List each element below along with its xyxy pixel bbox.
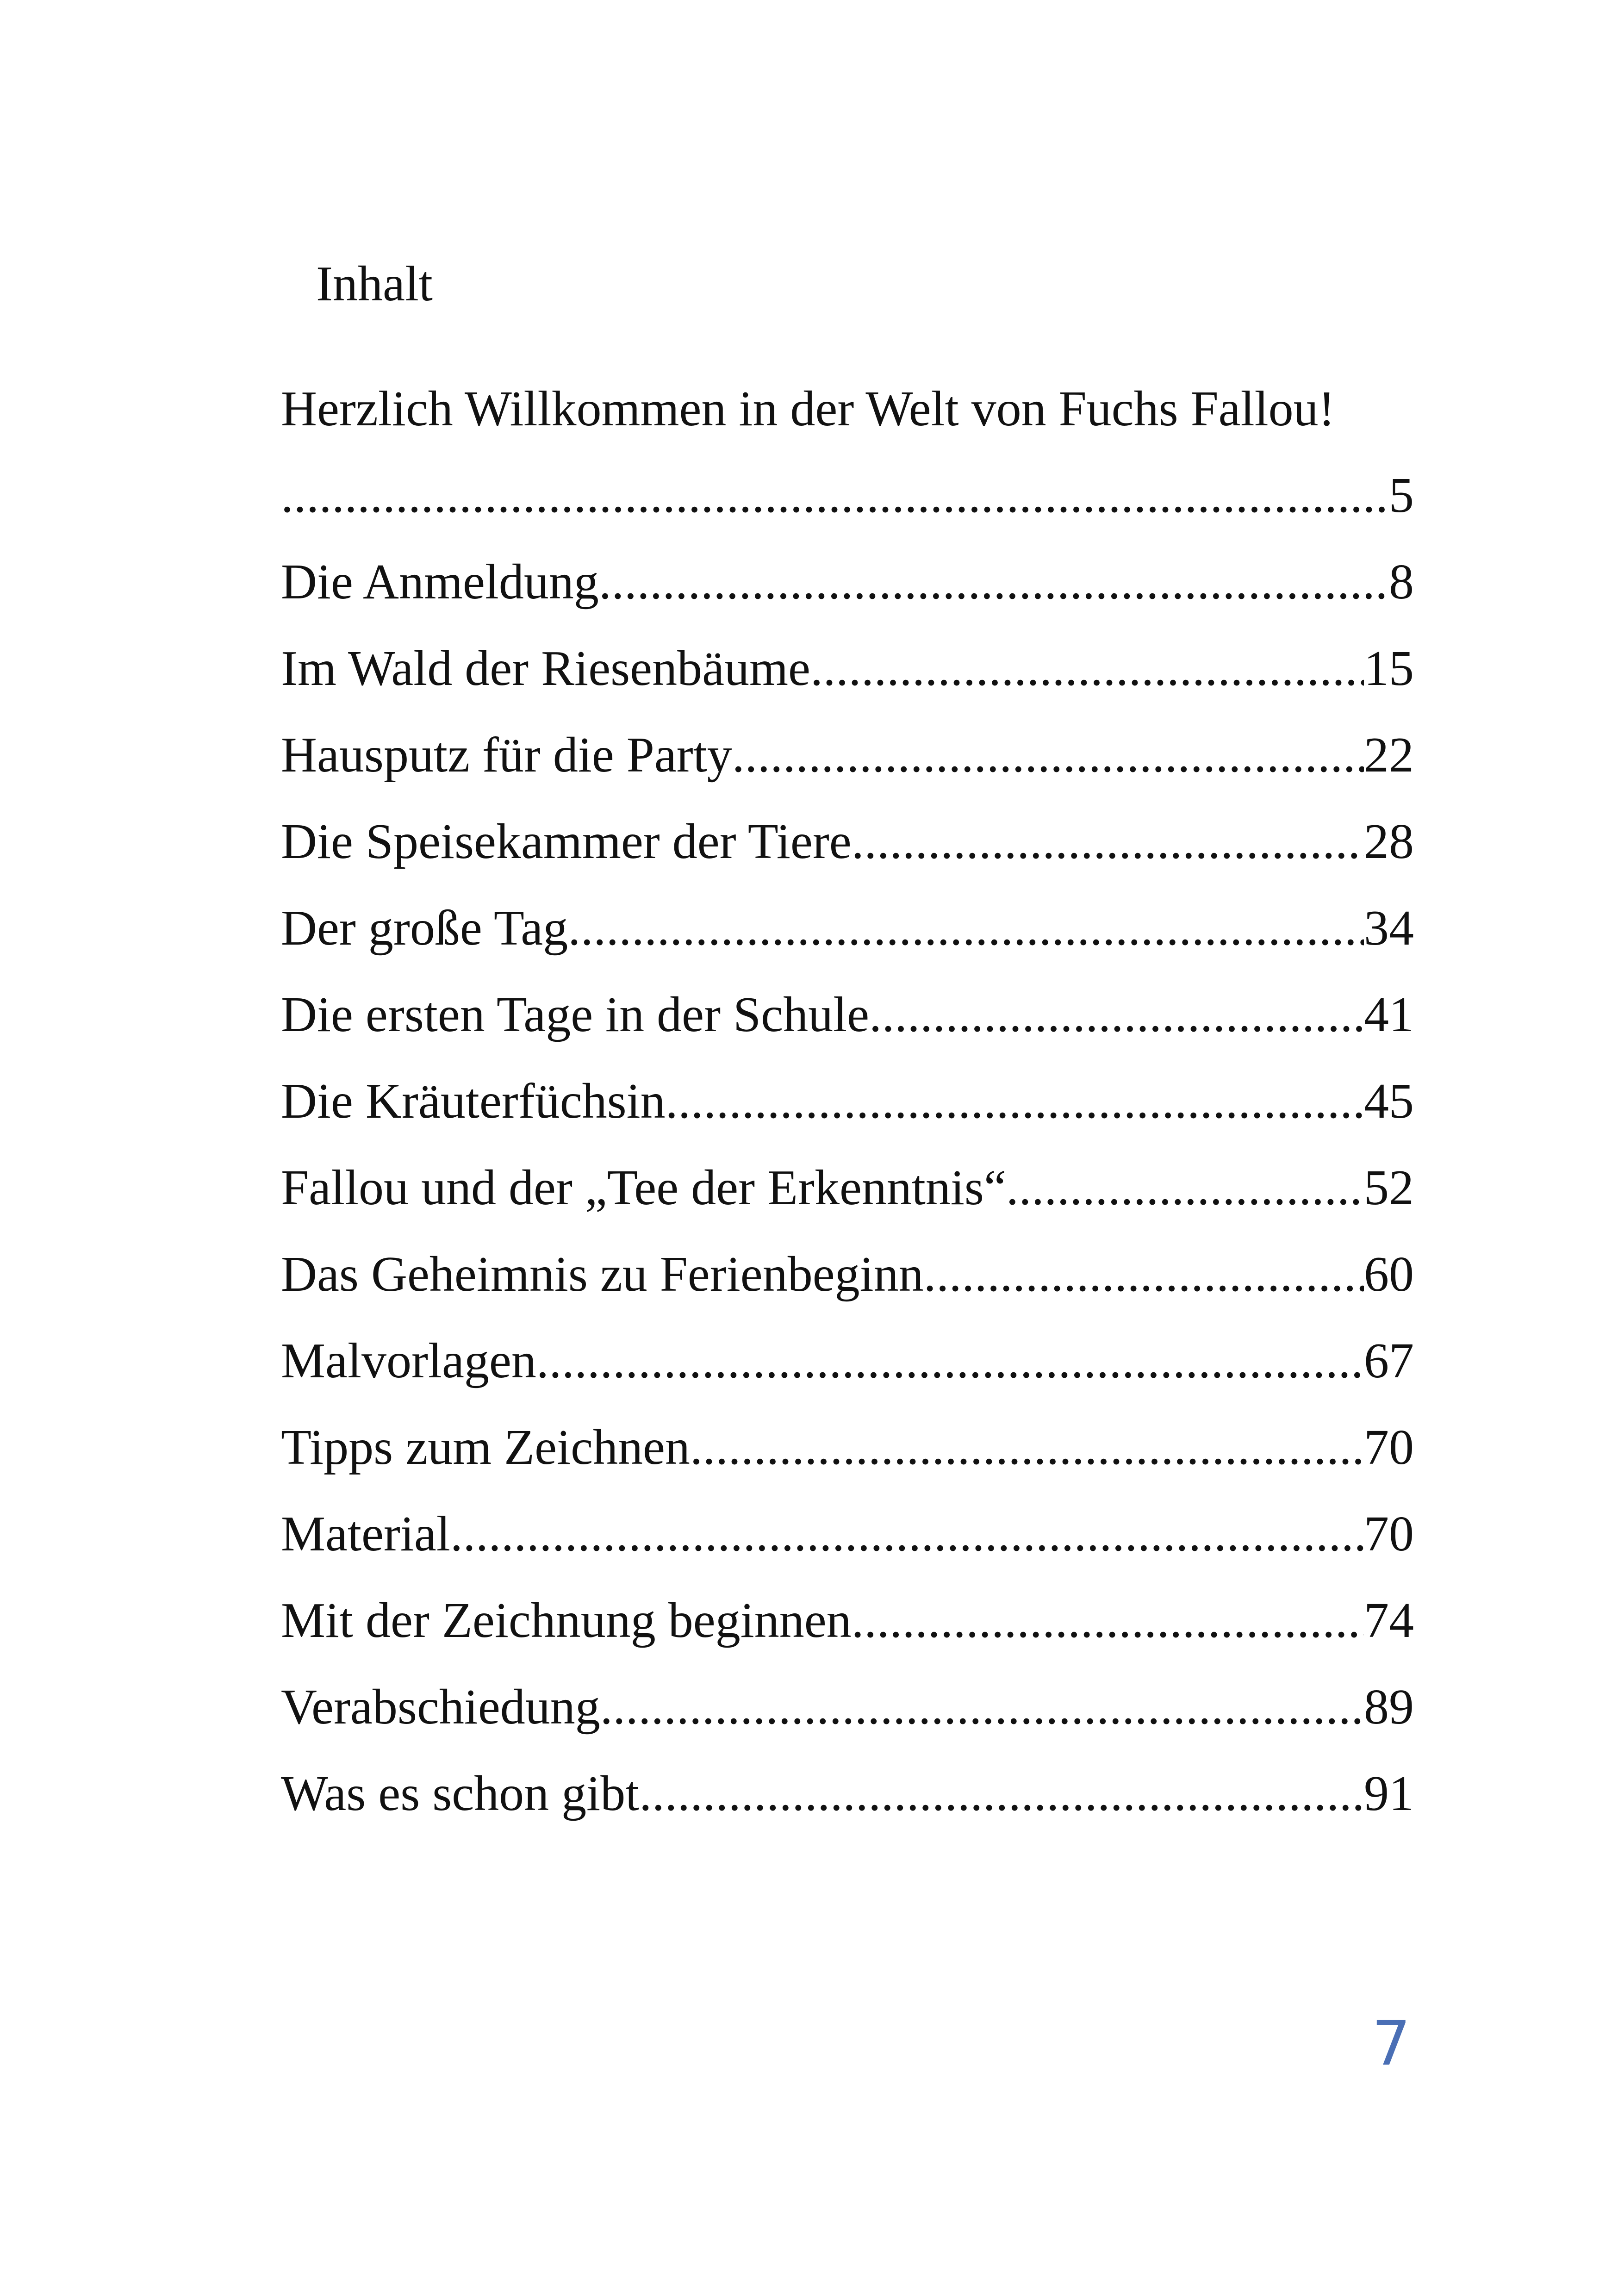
- toc-leader-dots: [281, 452, 1389, 539]
- toc-entry-page: 34: [1364, 901, 1414, 956]
- toc-entry-page: 67: [1364, 1333, 1414, 1388]
- toc-entry[interactable]: [281, 1664, 1414, 1750]
- toc-leader-dots: [690, 1404, 1364, 1491]
- toc-entry[interactable]: [281, 885, 1414, 971]
- toc-leader-dots: [810, 625, 1364, 712]
- toc-leader-dots: [536, 1318, 1364, 1404]
- toc-entry[interactable]: [281, 971, 1414, 1058]
- toc-entry-page: 60: [1364, 1247, 1414, 1302]
- toc-entry-title: Herzlich Willkommen in der Welt von Fuchs Fallou!: [281, 381, 1335, 436]
- toc-entry[interactable]: [281, 1491, 1414, 1577]
- toc-leader-dots: [1006, 1145, 1364, 1231]
- toc-entry-page: 8: [1389, 554, 1414, 610]
- toc-entry-page: 22: [1364, 728, 1414, 783]
- toc-leader-dots: [869, 971, 1364, 1058]
- toc-entry-page: 74: [1364, 1593, 1414, 1648]
- toc-entry-title: Tipps zum Zeichnen: [281, 1420, 690, 1475]
- toc-entry-title: Malvorlagen: [281, 1333, 536, 1388]
- toc-entry-title: Das Geheimnis zu Ferienbeginn: [281, 1247, 924, 1302]
- toc-entry-page: 91: [1364, 1766, 1414, 1821]
- toc-leader-dots: [599, 539, 1389, 625]
- toc-entry[interactable]: [281, 1750, 1414, 1837]
- toc-entry[interactable]: [281, 1318, 1414, 1404]
- page-number: 7: [1372, 2008, 1411, 2079]
- toc-entry-page: 5: [1389, 468, 1414, 523]
- toc-entry-page: 89: [1364, 1680, 1414, 1735]
- toc-entry[interactable]: [281, 1577, 1414, 1664]
- toc-entry-page: 45: [1364, 1074, 1414, 1129]
- toc-entry-page: 70: [1364, 1420, 1414, 1475]
- toc-entry-page: 28: [1364, 814, 1414, 869]
- toc-entry-title: Die Speisekammer der Tiere: [281, 814, 852, 869]
- toc-entry-title: Hausputz für die Party: [281, 728, 732, 783]
- toc-entry[interactable]: [281, 539, 1414, 625]
- toc-leader-dots: [852, 798, 1364, 885]
- toc-entry[interactable]: [281, 1145, 1414, 1231]
- toc-entry-title: Die Kräuterfüchsin: [281, 1074, 666, 1129]
- toc-entry-title: Fallou und der „Tee der Erkenntnis“: [281, 1160, 1006, 1215]
- toc-entry[interactable]: [281, 1058, 1414, 1145]
- table-of-contents: [281, 366, 1414, 1837]
- toc-leader-dots: [450, 1491, 1364, 1577]
- toc-entry-welcome[interactable]: [281, 366, 1414, 539]
- toc-entry-title: Verabschiedung: [281, 1680, 600, 1735]
- toc-leader-dots: [568, 885, 1364, 971]
- toc-entry[interactable]: [281, 798, 1414, 885]
- toc-entry-page: 15: [1364, 641, 1414, 696]
- toc-entry[interactable]: [281, 1231, 1414, 1318]
- toc-entry-page: 70: [1364, 1506, 1414, 1562]
- toc-entry-title: Mit der Zeichnung beginnen: [281, 1593, 852, 1648]
- toc-leader-dots: [924, 1231, 1364, 1318]
- toc-entry[interactable]: [281, 625, 1414, 712]
- toc-entry[interactable]: [281, 712, 1414, 798]
- toc-entry-title: Der große Tag: [281, 901, 568, 956]
- toc-entry-title: Im Wald der Riesenbäume: [281, 641, 810, 696]
- toc-leader-dots: [666, 1058, 1364, 1145]
- toc-heading: Inhalt: [316, 256, 433, 311]
- toc-entry-page: 52: [1364, 1160, 1414, 1215]
- toc-entry[interactable]: [281, 1404, 1414, 1491]
- toc-leader-dots: [639, 1750, 1364, 1837]
- toc-entry-page: 41: [1364, 987, 1414, 1042]
- toc-entry-title: Material: [281, 1506, 450, 1562]
- toc-leader-dots: [852, 1577, 1364, 1664]
- toc-entry-title: Was es schon gibt: [281, 1766, 640, 1821]
- toc-entry-title: Die Anmeldung: [281, 554, 599, 610]
- toc-leader-dots: [732, 712, 1364, 798]
- toc-entry-title: Die ersten Tage in der Schule: [281, 987, 870, 1042]
- toc-leader-dots: [600, 1664, 1364, 1750]
